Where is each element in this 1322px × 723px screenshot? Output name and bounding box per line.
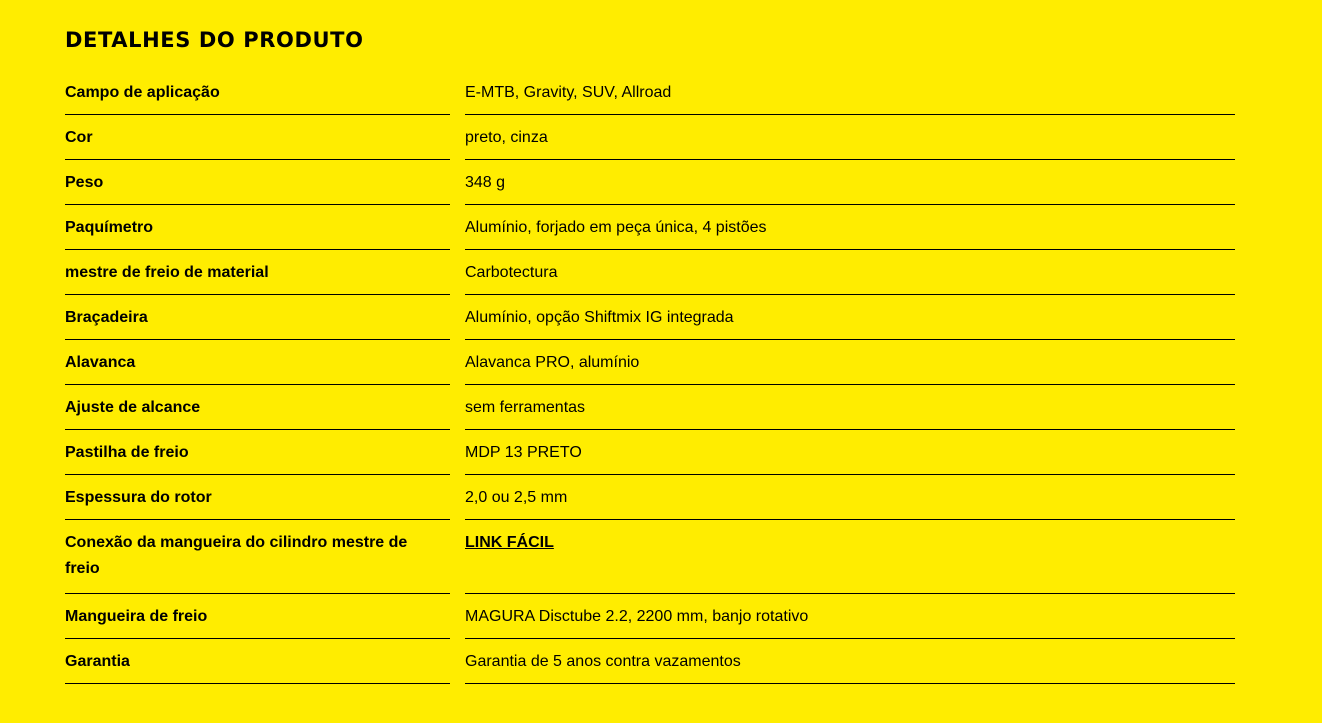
easy-link-link[interactable]: LINK FÁCIL bbox=[465, 534, 554, 551]
spec-label: Cor bbox=[65, 115, 450, 160]
spec-label: Pastilha de freio bbox=[65, 430, 450, 475]
spec-row-reach-adjust bbox=[65, 385, 1235, 430]
spec-label: Espessura do rotor bbox=[65, 475, 450, 520]
spec-label: Braçadeira bbox=[65, 295, 450, 340]
spec-row-clamp bbox=[65, 295, 1235, 340]
spec-label: mestre de freio de material bbox=[65, 250, 450, 295]
spec-label: Mangueira de freio bbox=[65, 594, 450, 639]
spec-row-warranty bbox=[65, 639, 1235, 684]
spec-label: Peso bbox=[65, 160, 450, 205]
spec-value-cell bbox=[465, 520, 1235, 594]
spec-row-brake-pad bbox=[65, 430, 1235, 475]
spec-row-brake-hose bbox=[65, 594, 1235, 639]
spec-value: 2,0 ou 2,5 mm bbox=[465, 475, 1235, 520]
spec-value: Carbotectura bbox=[465, 250, 1235, 295]
spec-label: Campo de aplicação bbox=[65, 70, 450, 115]
spec-label: Paquímetro bbox=[65, 205, 450, 250]
spec-row-lever bbox=[65, 340, 1235, 385]
spec-label: Alavanca bbox=[65, 340, 450, 385]
spec-value: Garantia de 5 anos contra vazamentos bbox=[465, 639, 1235, 684]
spec-label: Ajuste de alcance bbox=[65, 385, 450, 430]
spec-value: Alavanca PRO, alumínio bbox=[465, 340, 1235, 385]
spec-row-color bbox=[65, 115, 1235, 160]
spec-row-application bbox=[65, 70, 1235, 115]
spec-value: Alumínio, forjado em peça única, 4 pistões bbox=[465, 205, 1235, 250]
spec-value: preto, cinza bbox=[465, 115, 1235, 160]
spec-value: 348 g bbox=[465, 160, 1235, 205]
spec-value: E-MTB, Gravity, SUV, Allroad bbox=[465, 70, 1235, 115]
spec-value: MAGURA Disctube 2.2, 2200 mm, banjo rotativo bbox=[465, 594, 1235, 639]
spec-row-weight bbox=[65, 160, 1235, 205]
spec-row-master-material bbox=[65, 250, 1235, 295]
spec-label: Garantia bbox=[65, 639, 450, 684]
spec-label: Conexão da mangueira do cilindro mestre de freio bbox=[65, 520, 450, 594]
spec-value: MDP 13 PRETO bbox=[465, 430, 1235, 475]
spec-row-caliper bbox=[65, 205, 1235, 250]
section-title: DETALHES DO PRODUTO bbox=[65, 28, 364, 52]
spec-row-rotor-thickness bbox=[65, 475, 1235, 520]
spec-row-hose-connection bbox=[65, 520, 1235, 594]
spec-value: Alumínio, opção Shiftmix IG integrada bbox=[465, 295, 1235, 340]
specs-table bbox=[65, 70, 1235, 684]
spec-value: sem ferramentas bbox=[465, 385, 1235, 430]
